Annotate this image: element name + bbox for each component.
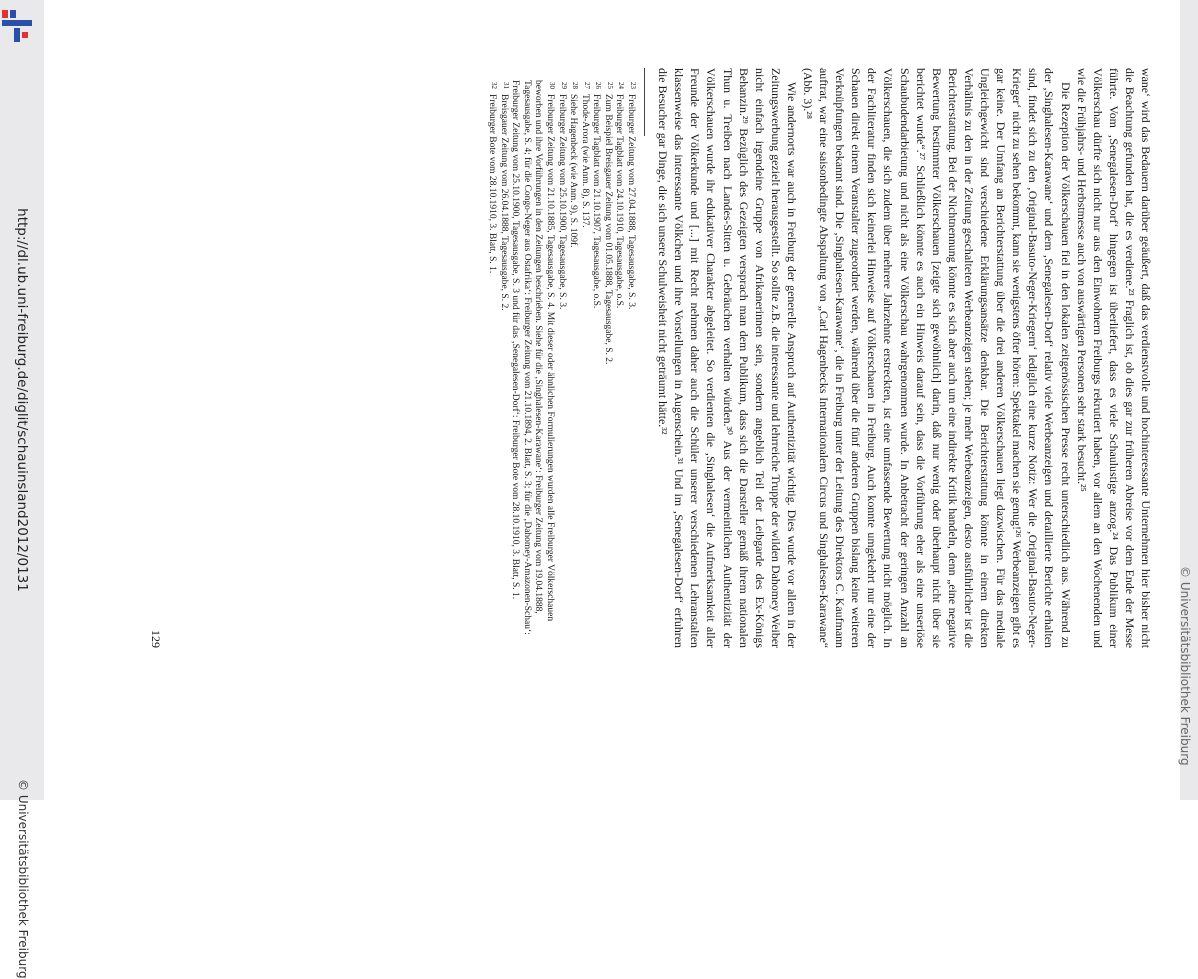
footnote <box>497 68 509 648</box>
footnote <box>625 68 637 648</box>
library-logo-icon <box>2 10 32 44</box>
footnote <box>613 68 625 648</box>
footnote-number: 28 <box>571 82 580 89</box>
footnote <box>578 68 590 648</box>
footnote-text: Freiburger Bote vom 28.10.1910, 3. Blatt, S. 1. <box>486 94 497 274</box>
footnote <box>509 68 555 648</box>
footnote-number: 24 <box>617 82 626 89</box>
footnote <box>590 68 602 648</box>
copyright-right: © Universitätsbibliothek Freiburg <box>1178 566 1192 766</box>
paragraph: Wie andernorts war auch in Freiburg der generelle Anspruch auf Authentizität wichtig. Dies wurde vor allem in der Zeitungswerbung gezielt herausgestellt. So sollte z.B. die interessante und lehrreiche Truppe der wilden Dahomey Weiber nicht einfach irgendeine Gruppe von Afrikanerinnen sein, sondern angeblich Teil der Leibgarde des Ex-Königs Behanzin.²⁹ Bezüglich des Gezeigten versprach man dem Publikum, dass sich die Darsteller gemäß ihrem nationalen Thun u. Treiben nach Landes-Sitten u. Gebräuchen verhalten würden.³⁰ Aus der vermeintlichen Authentizität der Völkerschauen wurde ihr edukativer Charakter abgeleitet. So verdienten die ‚Singhalesen‘ die Aufmerksamkeit aller Freunde der Völkerkunde und [...] mit Recht nehmen daher auch die Schüler unserer verschiedenen Lehranstalten klassenweise das interessante Völkchen und ihre Vorstellungen in Augenschein.³¹ Und im ‚Senegalesen-Dorf‘ erfuhren die Besucher gar Dinge, die sich unsere Schulweisheit nicht geträumt hätte.³² <box>656 68 799 648</box>
footnote-number: 27 <box>582 82 591 89</box>
footnote-number: 31 <box>501 82 510 89</box>
footnote-number: 32 <box>489 82 498 89</box>
copyright-left: © Universitätsbibliothek Freiburg <box>16 779 30 979</box>
footnote-text: Thode-Arora (wie Anm. 8), S. 137. <box>579 94 590 228</box>
footnotes <box>485 68 636 648</box>
footnote-number: 29 <box>559 82 568 89</box>
footnote-number: 26 <box>594 82 603 89</box>
footnote-text: Zum Beispiel Breisgauer Zeitung vom 01.05.1888, Tagesausgabe, S. 2. <box>602 94 613 365</box>
footnote <box>601 68 613 648</box>
footnote-number: 23 <box>629 82 638 89</box>
paragraph: wane‘ wird das Bedauern darüber geäußert, daß das verdienstvolle und hochinteressante Unternehmen hier bisher nicht die Beachtung gefunden hat, die es verdiene.²³ Fraglich ist, ob dies gar zur früheren Abreise vor dem Ende der Messe führte. Vom ‚Senegalesen-Dorf‘ hingegen ist überliefert, dass es viele Schaulustige anzog.²⁴ Das Publikum einer Völkerschau dürfte sich nicht nur aus den Einwohnern Freiburgs rekrutiert haben, vor allem an den Wochenenden und wie die Frühjahrs- und Herbstmesse auch von auswärtigen Personen sehr stark besucht.²⁵ <box>1074 68 1153 648</box>
footnote-divider <box>644 68 645 136</box>
footnote-text: Siehe Hagenbeck (wie Anm. 9), S. 109f. <box>568 94 579 248</box>
footnote-number: 25 <box>605 82 614 89</box>
footnote-text: Breisgauer Zeitung vom 26.04.1888, Tagesausgabe, S. 2. <box>498 94 509 311</box>
page-number: 129 <box>149 630 164 648</box>
scanned-page <box>88 68 1154 648</box>
footnote-text: Freiburger Tagblatt vom 21.10.1907, Tagesausgabe, o.S. <box>591 94 602 309</box>
page-url[interactable]: http://dl.ub.uni-freiburg.de/diglit/schauinsland2012/0131 <box>14 208 30 592</box>
footnote-text: Freiburger Zeitung vom 27.04.1888, Tagesausgabe, S. 3. <box>626 94 637 310</box>
footnote <box>555 68 567 648</box>
footnote-number: 30 <box>547 82 556 89</box>
paragraph: Die Rezeption der Völkerschauen fiel in den lokalen zeitgenössischen Presse recht unterschiedlich aus. Während zu der ‚Singhalesen-Karawane‘ und dem ‚Senegalesen-Dorf‘ relativ viele Werbeanzeigen und detaillierte Berichte erhalten sind, findet sich zu den ‚Original-Basuto-Neger-Kriegern‘ lediglich eine kurze Notiz: Wer die ‚Original-Basuto-Neger-Krieger‘ nicht zu sehen bekommt, kann sie wenigstens öfter hören: Spektakel machen sie genug!²⁶ Werbeanzeigen gibt es gar keine. Der Umfang an Berichterstattung über die drei anderen Völkerschauen liegt dazwischen. Für das mediale Ungleichgewicht sind verschiedene Erklärungsansätze denkbar. Die Berichterstattung könnte in einem direkten Verhältnis zu den in der Zeitung geschalteten Werbeanzeigen stehen; je mehr Werbeanzeigen, desto ausführlicher ist die Berichterstattung. Bei der Nichtnennung könnte es sich aber auch um eine indirekte Kritik handeln, denn „eine negative Bewertung bestimmter Völkerschauen [zeigte sich gewöhnlich] darin, daß nur wenig oder überhaupt nicht über sie berichtet wurde“.²⁷ Schließlich könnte es auch ein Hinweis darauf sein, dass die Vorführung eher als eine unseriöse Schaubudendarbietung und nicht als eine Völkerschau wahrgenommen wurde. In Anbetracht der geringen Anzahl an Völkerschauen, die sich zudem über mehrere Jahrzehnte erstreckten, ist eine umfassende Bewertung nicht möglich. In der Fachliteratur finden sich keinerlei Hinweise auf Völkerschauen in Freiburg. Auch konnte umgekehrt nur eine der Schauen direkt einem Veranstalter zugeordnet werden, während über die fünf anderen Gruppen bislang keine weiteren Verknüpfungen bekannt sind. Die ‚Singhalesen-Karawane‘, die in Freiburg unter der Leitung des Direktors C. Kaufmann auftrat, war eine saisonbedingte Abspaltung von „Carl Hagenbecks Internationalem Circus und Singhalesen-Karawane“ (Abb. 3).²⁸ <box>801 68 1073 648</box>
footnote-text: Freiburger Tagblatt vom 24.10.1910, Tagesausgabe, o.S. <box>614 94 625 309</box>
footnote-text: Freiburger Zeitung vom 21.10.1885, Tagesausgabe, S. 4. Mit dieser oder ähnlichen Formulierungen wurden alle Freiburger Völkerschauen beworben und ihre Vorführungen in den Zeitungen beschrieben. Siehe für die ‚Singhalesen-Karawane‘: Freiburger Zeitung vom 19.04.1888, Tagesausgabe, S. 4; für die Congo-Neger aus Ostafrika‘: Freiburger Zeitung vom 21.10.1894, 2. Blatt, S. 3; für die ‚Dahomey-Amazonen-Schau‘: Freiburger Zeitung vom 25.10.1900, Tagesausgabe, S. 3 und für das ‚Senegalesen-Dorf‘: Freiburger Bote vom 28.10.1910, 3. Blatt, S. 1. <box>510 80 555 635</box>
footnote <box>485 68 497 648</box>
footnote-text: Freiburger Zeitung vom 25.10.1900, Tagesausgabe, S. 3. <box>556 94 567 310</box>
footnote <box>567 68 579 648</box>
